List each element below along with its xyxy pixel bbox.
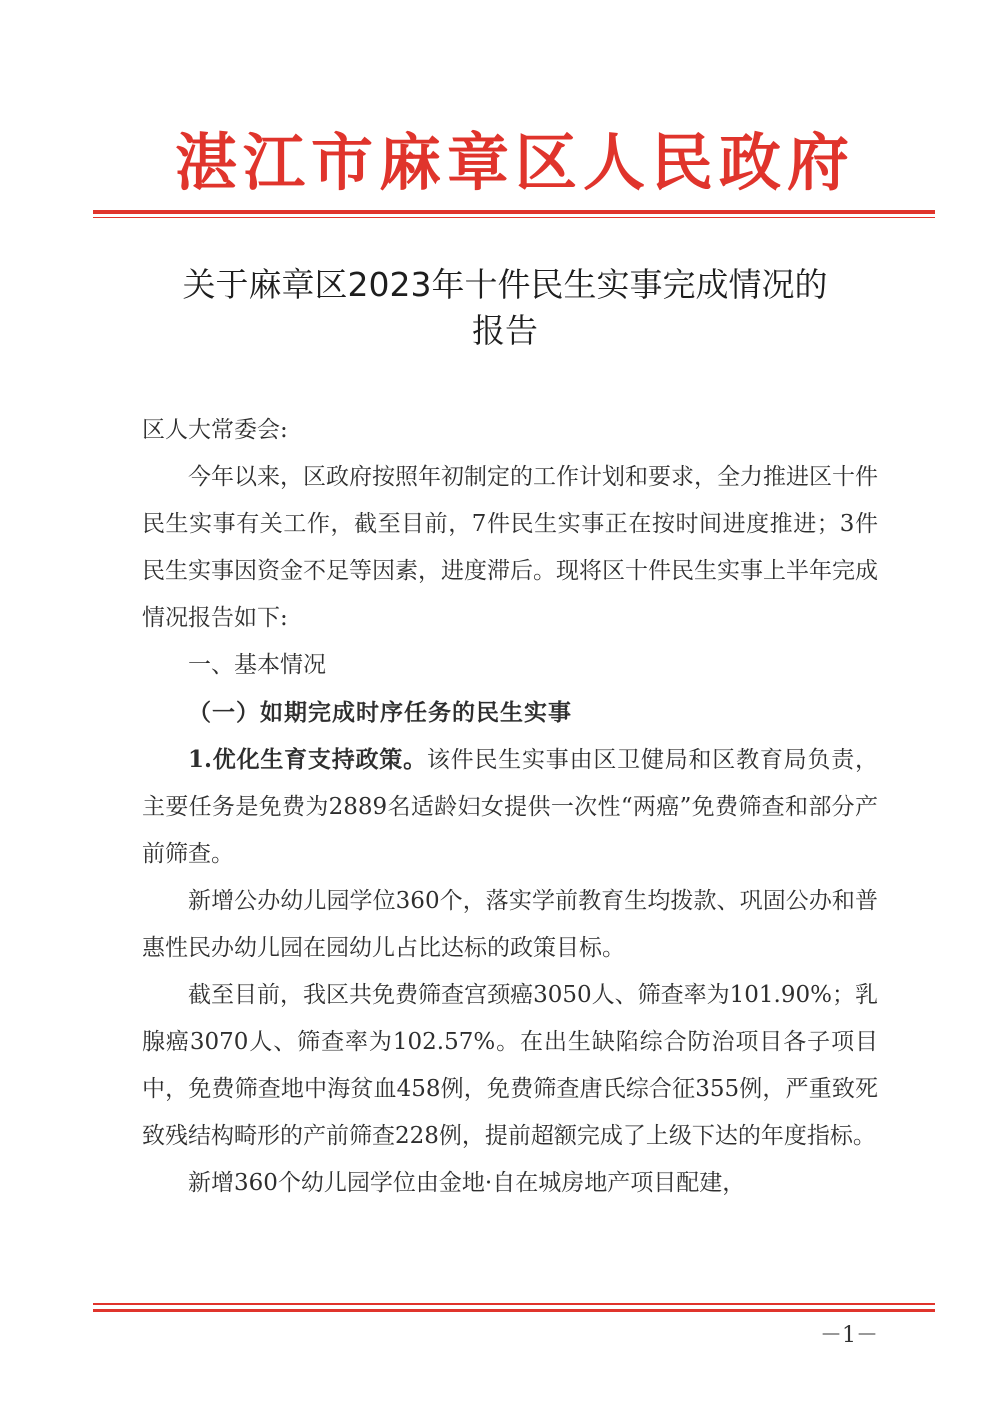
paragraph-kindergarten-seats: 新增360个幼儿园学位由金地·自在城房地产项目配建， xyxy=(188,1170,746,1196)
item-1-body: 该件民生实事由区卫健局和区教育局负责，主要任务是免费为2889名适龄妇女提供一次性“两癌”免费筛查和部分产前筛查。 xyxy=(142,747,879,867)
paragraph-screening: 截至目前，我区共免费筛查宫颈癌3050人、筛查率为101.90%；乳腺癌3070人、筛查率为102.57%。在出生缺陷综合防治项目各子项目中，免费筛查地中海贫血458例，免费筛查唐氏综合征355例，严重致死致残结构畸形的产前筛查228例，提前超额完成了上级下达的年度指标。 xyxy=(142,982,878,1149)
title-line-1: 关于麻章区2023年十件民生实事完成情况的 xyxy=(182,265,828,304)
paragraph-kindergarten: 新增公办幼儿园学位360个，落实学前教育生均拨款、巩固公办和普惠性民办幼儿园在园幼儿占比达标的政策目标。 xyxy=(142,888,878,961)
salutation: 区人大常委会: xyxy=(142,417,288,443)
masthead: 湛江市麻章区人民政府 xyxy=(174,126,855,199)
intro-paragraph: 今年以来，区政府按照年初制定的工作计划和要求，全力推进区十件民生实事有关工作，截至目前，7件民生实事正在按时间进度推进；3件民生实事因资金不足等因素，进度滞后。现将区十件民生实事上半年完成情况报告如下: xyxy=(142,464,878,631)
subsection-heading-1: （一）如期完成时序任务的民生实事 xyxy=(188,699,572,726)
item-1-lead: 1.优化生育支持政策。 xyxy=(188,746,427,773)
section-heading-1: 一、基本情况 xyxy=(188,652,326,678)
document-body xyxy=(142,407,878,1207)
item-1-paragraph xyxy=(142,736,878,878)
title-line-2: 报告 xyxy=(472,311,538,350)
footer-rule-thick xyxy=(93,1309,935,1312)
footer-rule-thin xyxy=(93,1303,935,1305)
document-title xyxy=(90,262,920,354)
masthead-rule-thick xyxy=(93,210,935,214)
masthead-rule-thin xyxy=(93,217,935,218)
page-number: －1－ xyxy=(820,1323,878,1348)
